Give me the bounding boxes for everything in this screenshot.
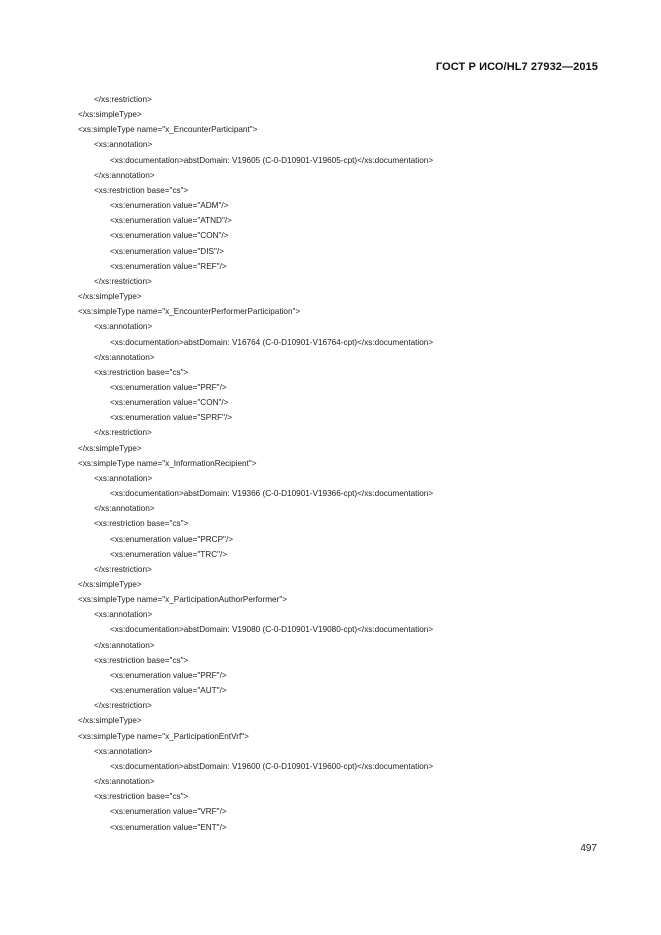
code-line: </xs:annotation>: [94, 352, 155, 362]
code-line: <xs:restriction base="cs">: [94, 367, 189, 377]
code-line: <xs:simpleType name="x_ParticipationEntVrf">: [78, 731, 249, 741]
code-line: <xs:enumeration value="PRF"/>: [110, 382, 227, 392]
code-line: </xs:simpleType>: [78, 292, 142, 302]
code-line: <xs:annotation>: [94, 322, 153, 332]
code-line: </xs:simpleType>: [78, 443, 142, 453]
code-line: <xs:enumeration value="ATND"/>: [110, 216, 232, 226]
code-line: </xs:simpleType>: [78, 580, 142, 589]
code-line: <xs:restriction base="cs">: [94, 185, 189, 195]
code-line: <xs:enumeration value="PRF"/>: [110, 670, 227, 680]
xml-code-block: [78, 92, 618, 835]
code-line: <xs:restriction base="cs">: [94, 655, 189, 665]
code-line: <xs:enumeration value="CON"/>: [110, 398, 229, 408]
code-line: <xs:documentation>abstDomain: V19605 (C-0-D10901-V19605-cpt)</xs:documentation>: [110, 155, 434, 165]
code-line: <xs:enumeration value="SPRF"/>: [110, 413, 233, 423]
code-line: </xs:restriction>: [94, 564, 152, 574]
code-line: <xs:simpleType name="x_ParticipationAuthorPerformer">: [78, 595, 288, 605]
code-line: <xs:enumeration value="DIS"/>: [110, 246, 224, 256]
code-line: <xs:restriction base="cs">: [94, 792, 189, 802]
code-line: </xs:annotation>: [94, 504, 155, 514]
code-line: </xs:restriction>: [94, 701, 152, 711]
page-number: 497: [580, 843, 597, 854]
code-line: <xs:documentation>abstDomain: V19080 (C-0-D10901-V19080-cpt)</xs:documentation>: [110, 625, 434, 635]
code-line: <xs:restriction base="cs">: [94, 519, 189, 529]
code-line: <xs:annotation>: [94, 610, 153, 620]
code-line: <xs:enumeration value="PRCP"/>: [110, 534, 234, 544]
code-line: <xs:enumeration value="AUT"/>: [110, 686, 227, 696]
code-line: </xs:annotation>: [94, 777, 155, 787]
code-line: </xs:restriction>: [94, 428, 152, 438]
code-line: </xs:restriction>: [94, 276, 152, 286]
code-line: <xs:annotation>: [94, 473, 153, 483]
code-line: <xs:simpleType name="x_InformationRecipient">: [78, 458, 257, 468]
code-line: <xs:enumeration value="ENT"/>: [110, 822, 227, 832]
code-line: <xs:simpleType name="x_EncounterParticipant">: [78, 125, 258, 135]
code-line: <xs:documentation>abstDomain: V16764 (C-0-D10901-V16764-cpt)</xs:documentation>: [110, 337, 434, 347]
code-line: </xs:simpleType>: [78, 110, 142, 120]
code-line: <xs:annotation>: [94, 140, 153, 150]
code-line: <xs:enumeration value="CON"/>: [110, 231, 229, 241]
code-line: <xs:documentation>abstDomain: V19600 (C-0-D10901-V19600-cpt)</xs:documentation>: [110, 761, 434, 771]
code-line: <xs:documentation>abstDomain: V19366 (C-0-D10901-V19366-cpt)</xs:documentation>: [110, 489, 434, 499]
code-line: <xs:enumeration value="ADM"/>: [110, 201, 229, 211]
code-line: </xs:annotation>: [94, 170, 155, 180]
code-line: <xs:enumeration value="REF"/>: [110, 261, 227, 271]
code-line: </xs:simpleType>: [78, 716, 142, 726]
code-line: </xs:annotation>: [94, 640, 155, 650]
code-line: <xs:enumeration value="TRC"/>: [110, 549, 228, 559]
code-line: </xs:restriction>: [94, 95, 152, 104]
code-line: <xs:enumeration value="VRF"/>: [110, 807, 227, 817]
code-line: <xs:annotation>: [94, 746, 153, 756]
document-header-standard: ГОСТ Р ИСО/HL7 27932—2015: [435, 61, 598, 73]
code-line: <xs:simpleType name="x_EncounterPerformerParticipation">: [78, 307, 301, 317]
